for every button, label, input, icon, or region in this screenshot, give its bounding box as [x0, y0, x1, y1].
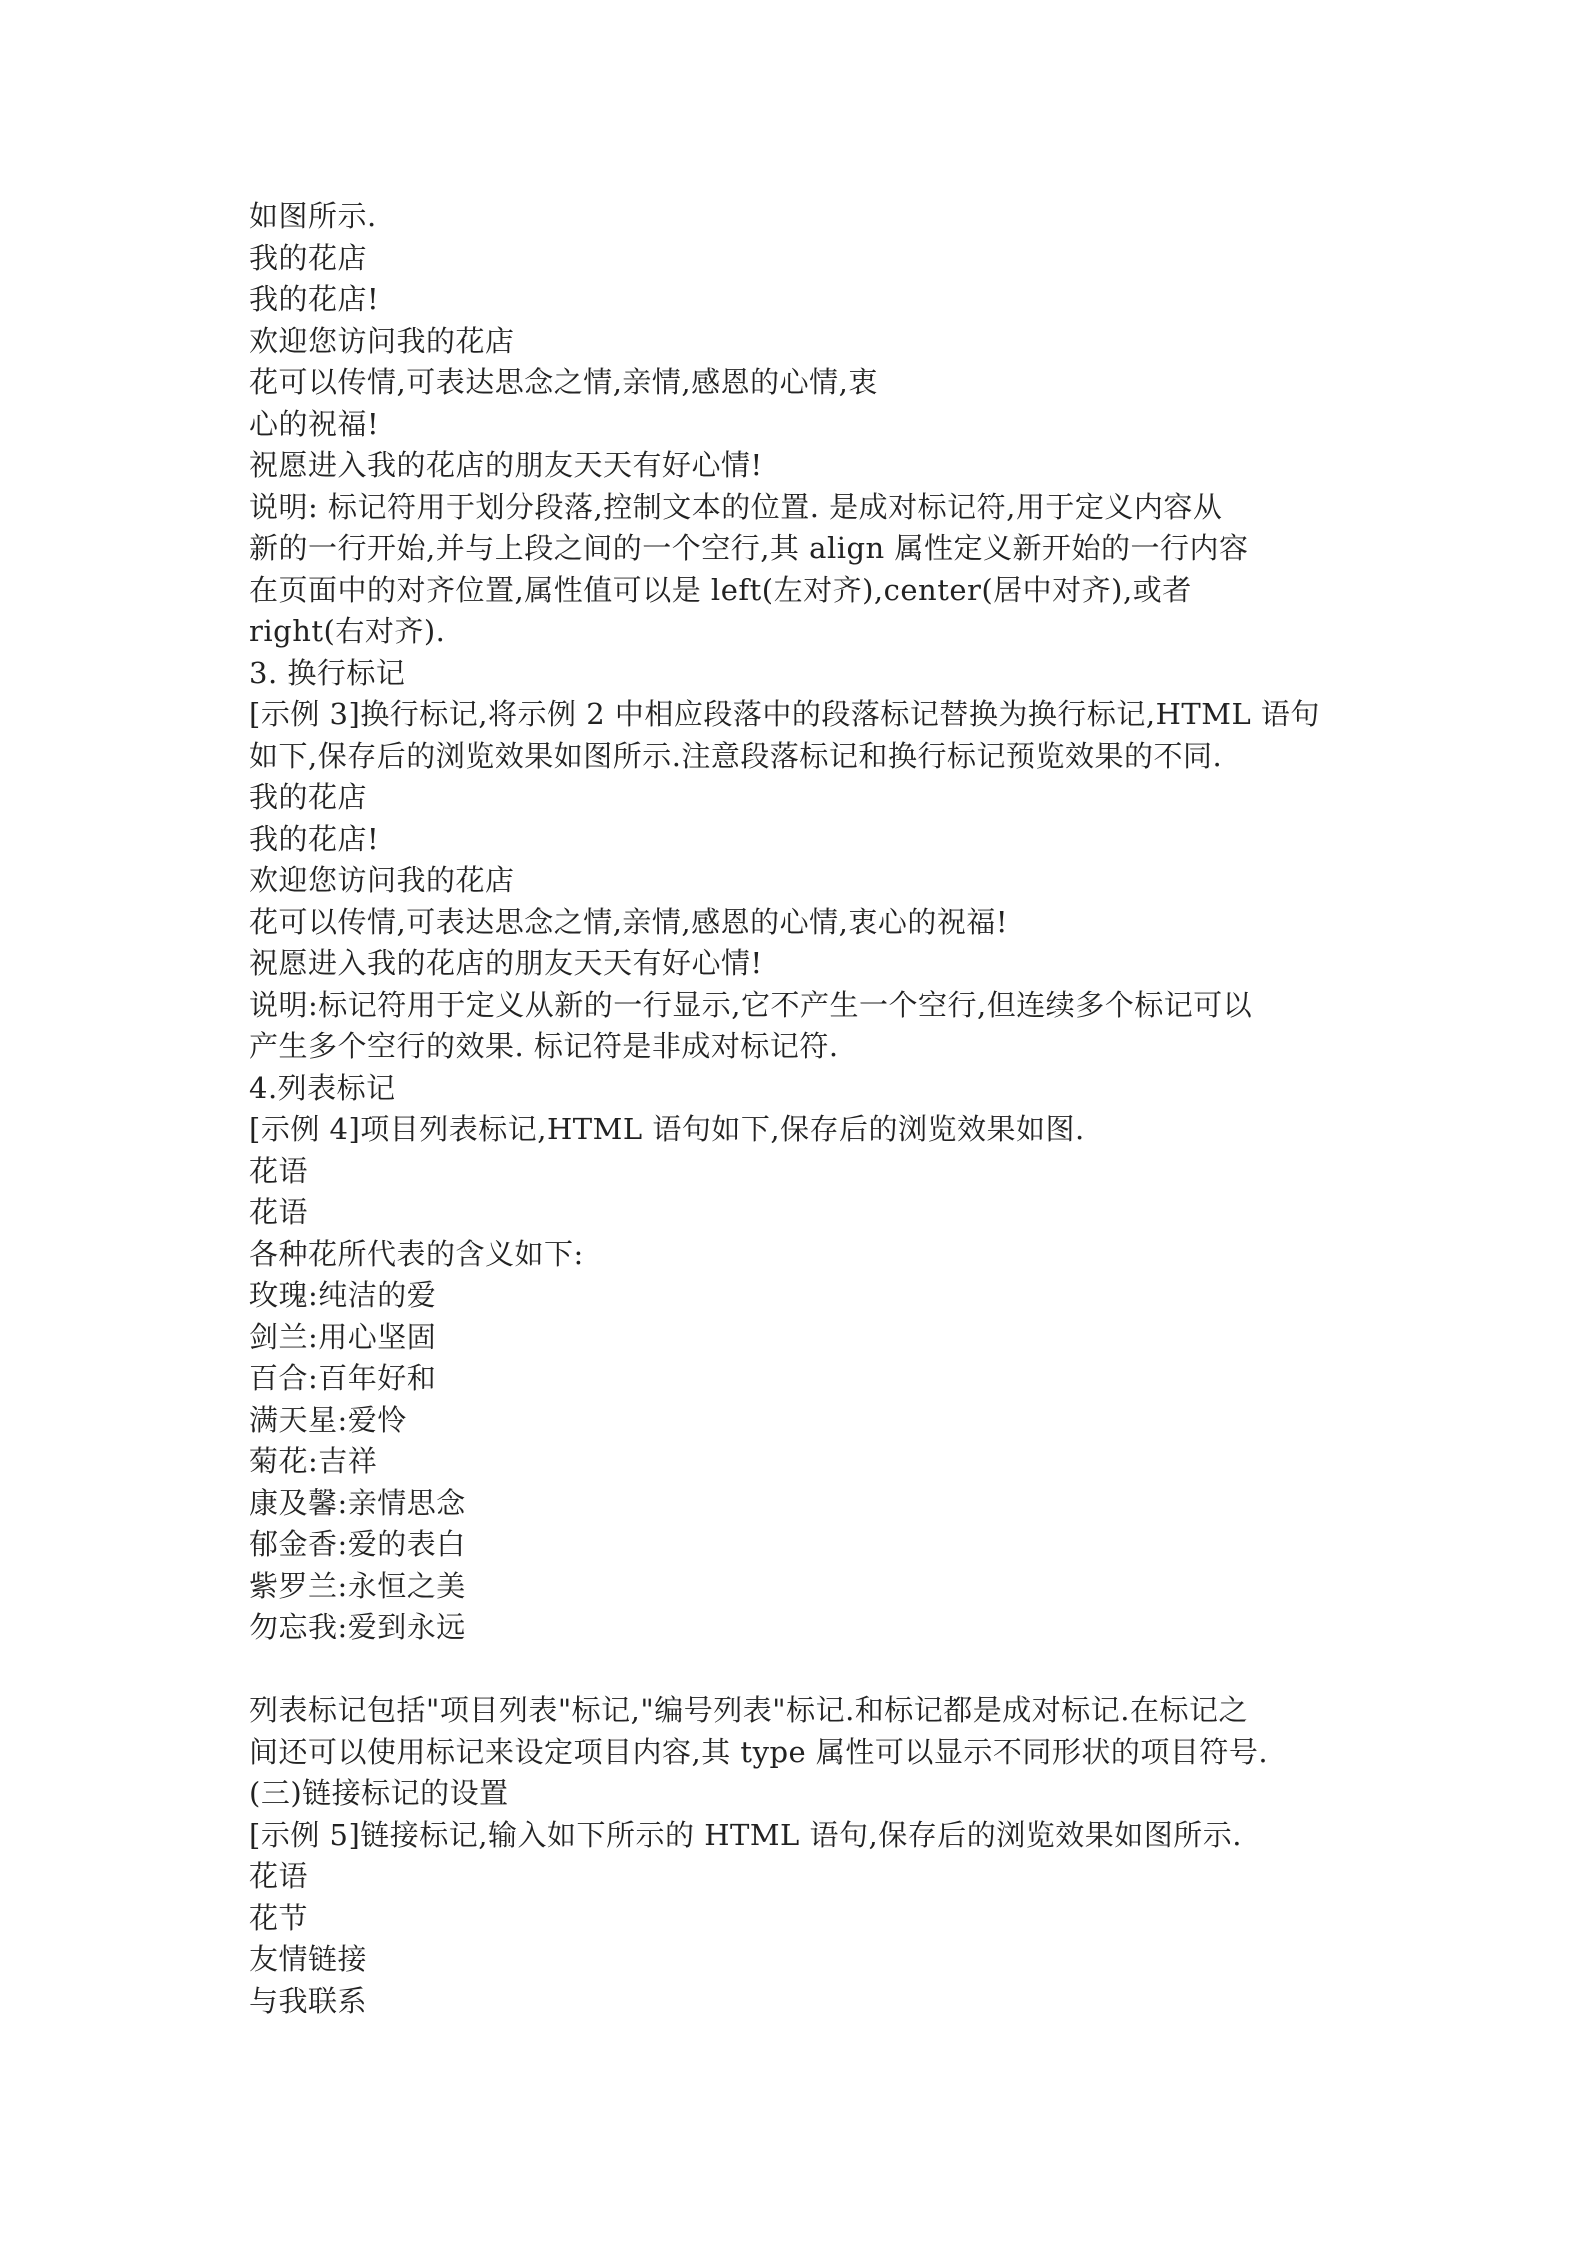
list-item: 百合:百年好和	[249, 1361, 437, 1395]
link-text: 花语	[249, 1859, 309, 1893]
text-line: 花可以传情,可表达思念之情,亲情,感恩的心情,衷心的祝福!	[249, 904, 1009, 939]
text-line: 列表标记包括"项目列表"标记,"编号列表"标记.和标记都是成对标记.在标记之	[249, 1693, 1249, 1727]
text-line: 各种花所代表的含义如下:	[249, 1236, 584, 1271]
text-line: 花语	[249, 1153, 309, 1188]
section-heading: (三)链接标记的设置	[249, 1776, 509, 1810]
text-line: 如下,保存后的浏览效果如图所示.注意段落标记和换行标记预览效果的不同.	[249, 738, 1223, 773]
link-text: 花节	[249, 1900, 309, 1935]
text-line: 花可以传情,可表达思念之情,亲情,感恩的心情,衷	[249, 365, 878, 399]
text-block-1	[249, 196, 1369, 1649]
text-line: 新的一行开始,并与上段之间的一个空行,其 align 属性定义新开始的一行内容	[249, 531, 1249, 565]
list-item: 紫罗兰:永恒之美	[249, 1568, 466, 1603]
text-line: 在页面中的对齐位置,属性值可以是 left(左对齐),center(居中对齐),或者	[249, 572, 1192, 607]
list-item: 满天星:爱怜	[249, 1402, 407, 1437]
list-item: 菊花:吉祥	[249, 1444, 378, 1478]
section-heading: 3. 换行标记	[249, 655, 406, 690]
list-item: 剑兰:用心坚固	[249, 1319, 437, 1354]
list-item: 玫瑰:纯洁的爱	[249, 1278, 437, 1312]
list-item: 勿忘我:爱到永远	[249, 1610, 466, 1644]
text-line: 欢迎您访问我的花店	[249, 323, 515, 358]
text-line: 花语	[249, 1195, 309, 1229]
text-line: 说明: 标记符用于划分段落,控制文本的位置. 是成对标记符,用于定义内容从	[249, 489, 1223, 524]
text-line: 我的花店	[249, 240, 368, 275]
text-block-2	[249, 1690, 1369, 2022]
text-line: 间还可以使用标记来设定项目内容,其 type 属性可以显示不同形状的项目符号.	[249, 1734, 1269, 1769]
text-line: 我的花店!	[249, 821, 380, 856]
text-line: 产生多个空行的效果. 标记符是非成对标记符.	[249, 1029, 839, 1063]
document-page	[249, 196, 1369, 2022]
section-heading: 4.列表标记	[249, 1070, 396, 1105]
text-line: right(右对齐).	[249, 614, 446, 648]
text-line: 祝愿进入我的花店的朋友天天有好心情!	[249, 946, 763, 980]
list-item: 郁金香:爱的表白	[249, 1527, 466, 1561]
text-line: 欢迎您访问我的花店	[249, 863, 515, 897]
text-line: 我的花店	[249, 780, 368, 814]
text-line: [示例 5]链接标记,输入如下所示的 HTML 语句,保存后的浏览效果如图所示.	[249, 1817, 1242, 1852]
text-line: 如图所示.	[249, 199, 377, 233]
text-line: 我的花店!	[249, 282, 380, 316]
link-text: 友情链接	[249, 1942, 368, 1976]
text-line: 祝愿进入我的花店的朋友天天有好心情!	[249, 448, 763, 482]
blank-line	[249, 1649, 1369, 1691]
text-line: [示例 3]换行标记,将示例 2 中相应段落中的段落标记替换为换行标记,HTML 语句	[249, 697, 1320, 731]
list-item: 康及馨:亲情思念	[249, 1485, 466, 1520]
text-line: [示例 4]项目列表标记,HTML 语句如下,保存后的浏览效果如图.	[249, 1112, 1085, 1146]
text-line: 心的祝福!	[249, 406, 380, 441]
text-line: 说明:标记符用于定义从新的一行显示,它不产生一个空行,但连续多个标记可以	[249, 987, 1253, 1022]
link-text: 与我联系	[249, 1983, 368, 2018]
